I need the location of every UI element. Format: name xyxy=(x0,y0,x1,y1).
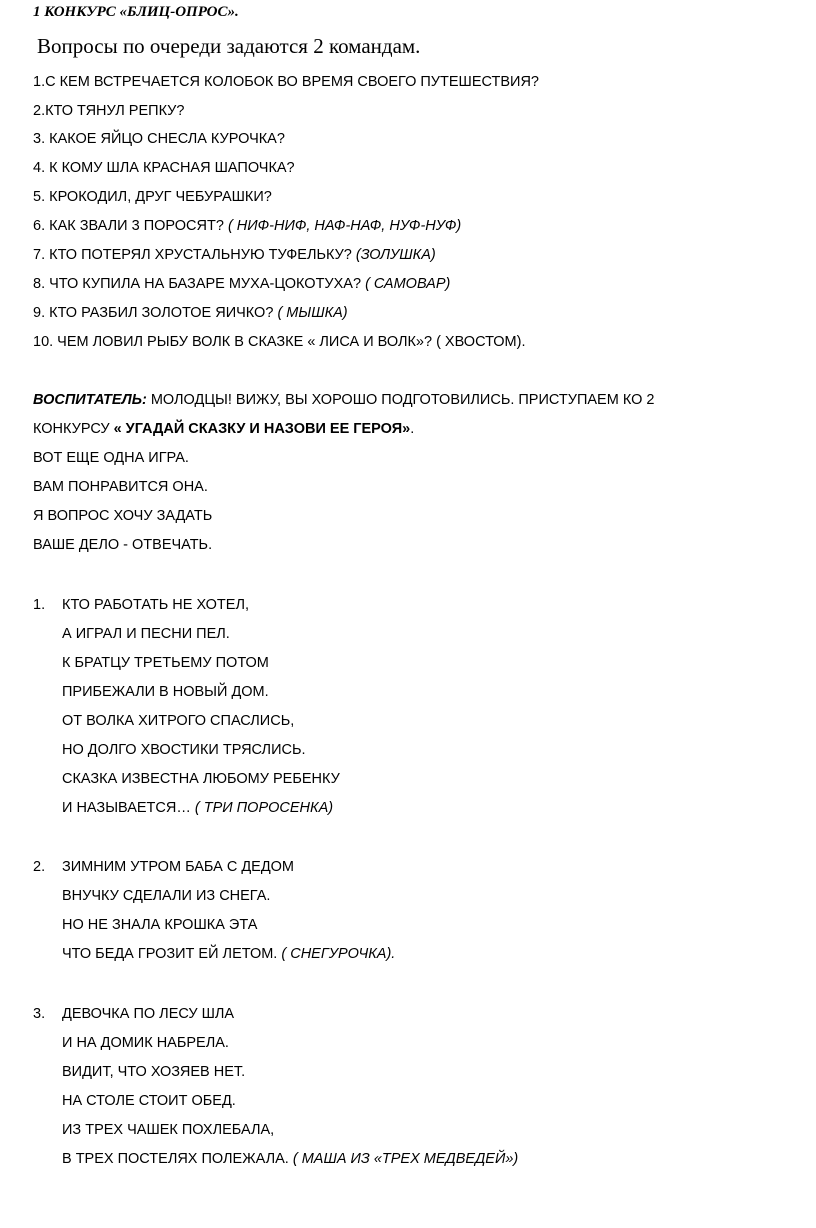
riddle-line: В ТРЕХ ПОСТЕЛЯХ ПОЛЕЖАЛА. ( МАША ИЗ «ТРЕХ МЕДВЕДЕЙ») xyxy=(62,1151,519,1167)
riddle-line: НО ДОЛГО ХВОСТИКИ ТРЯСЛИСЬ. xyxy=(62,742,306,758)
riddle-line: ИЗ ТРЕХ ЧАШЕК ПОХЛЕБАЛА, xyxy=(62,1122,275,1138)
riddle-line: А ИГРАЛ И ПЕСНИ ПЕЛ. xyxy=(62,626,230,642)
riddle-line: НО НЕ ЗНАЛА КРОШКА ЭТА xyxy=(62,917,258,933)
contest2-name: « УГАДАЙ СКАЗКУ И НАЗОВИ ЕЕ ГЕРОЯ» xyxy=(113,421,411,437)
riddle-line: СКАЗКА ИЗВЕСТНА ЛЮБОМУ РЕБЕНКУ xyxy=(62,771,340,787)
riddle-number: 2. xyxy=(33,859,46,875)
question-5: 5. КРОКОДИЛ, ДРУГ ЧЕБУРАШКИ? xyxy=(33,189,272,205)
teacher-label: ВОСПИТАТЕЛЬ: xyxy=(33,392,147,408)
riddle-line: ЧТО БЕДА ГРОЗИТ ЕЙ ЛЕТОМ. ( СНЕГУРОЧКА). xyxy=(62,946,396,962)
riddle-line: ВНУЧКУ СДЕЛАЛИ ИЗ СНЕГА. xyxy=(62,888,271,904)
riddle-line: И НАЗЫВАЕТСЯ… ( ТРИ ПОРОСЕНКА) xyxy=(62,800,334,816)
answer-8: ( САМОВАР) xyxy=(365,276,451,292)
poem-line: ВАМ ПОНРАВИТСЯ ОНА. xyxy=(33,479,208,495)
riddle-line: ЗИМНИМ УТРОМ БАБА С ДЕДОМ xyxy=(62,859,294,875)
teacher-line-2: КОНКУРСУ « УГАДАЙ СКАЗКУ И НАЗОВИ ЕЕ ГЕРОЯ». xyxy=(33,421,415,437)
riddle-answer: ( СНЕГУРОЧКА). xyxy=(281,946,396,962)
poem-line: ВАШЕ ДЕЛО - ОТВЕЧАТЬ. xyxy=(33,537,213,553)
riddle-answer: ( ТРИ ПОРОСЕНКА) xyxy=(194,800,334,816)
riddle-line: НА СТОЛЕ СТОИТ ОБЕД. xyxy=(62,1093,236,1109)
riddle-line: ВИДИТ, ЧТО ХОЗЯЕВ НЕТ. xyxy=(62,1064,246,1080)
riddle-number: 3. xyxy=(33,1006,46,1022)
question-4: 4. К КОМУ ШЛА КРАСНАЯ ШАПОЧКА? xyxy=(33,160,295,176)
question-9: 9. КТО РАЗБИЛ ЗОЛОТОЕ ЯИЧКО? ( МЫШКА) xyxy=(33,305,348,321)
question-8: 8. ЧТО КУПИЛА НА БАЗАРЕ МУХА-ЦОКОТУХА? ( САМОВАР) xyxy=(33,276,451,292)
riddle-line: ПРИБЕЖАЛИ В НОВЫЙ ДОМ. xyxy=(62,684,269,700)
riddle-answer: ( МАША ИЗ «ТРЕХ МЕДВЕДЕЙ») xyxy=(292,1151,519,1167)
question-3: 3. КАКОЕ ЯЙЦО СНЕСЛА КУРОЧКА? xyxy=(33,131,285,147)
riddle-line: И НА ДОМИК НАБРЕЛА. xyxy=(62,1035,229,1051)
question-7: 7. КТО ПОТЕРЯЛ ХРУСТАЛЬНУЮ ТУФЕЛЬКУ? (ЗОЛУШКА) xyxy=(33,247,436,263)
question-1: 1.С КЕМ ВСТРЕЧАЕТСЯ КОЛОБОК ВО ВРЕМЯ СВОЕГО ПУТЕШЕСТВИЯ? xyxy=(33,74,539,90)
riddle-line: ОТ ВОЛКА ХИТРОГО СПАСЛИСЬ, xyxy=(62,713,295,729)
teacher-line-1: ВОСПИТАТЕЛЬ: МОЛОДЦЫ! ВИЖУ, ВЫ ХОРОШО ПОДГОТОВИЛИСЬ. ПРИСТУПАЕМ КО 2 xyxy=(33,392,655,408)
answer-9: ( МЫШКА) xyxy=(277,305,348,321)
riddle-line: КТО РАБОТАТЬ НЕ ХОТЕЛ, xyxy=(62,597,249,613)
question-2: 2.КТО ТЯНУЛ РЕПКУ? xyxy=(33,103,185,119)
riddle-line: К БРАТЦУ ТРЕТЬЕМУ ПОТОМ xyxy=(62,655,269,671)
answer-6: ( НИФ-НИФ, НАФ-НАФ, НУФ-НУФ) xyxy=(227,218,462,234)
riddle-number: 1. xyxy=(33,597,46,613)
contest1-title: 1 КОНКУРС «БЛИЦ-ОПРОС». xyxy=(33,4,239,20)
answer-7: (ЗОЛУШКА) xyxy=(355,247,436,263)
question-6: 6. КАК ЗВАЛИ 3 ПОРОСЯТ? ( НИФ-НИФ, НАФ-НАФ, НУФ-НУФ) xyxy=(33,218,462,234)
poem-line: ВОТ ЕЩЕ ОДНА ИГРА. xyxy=(33,450,189,466)
riddle-line: ДЕВОЧКА ПО ЛЕСУ ШЛА xyxy=(62,1006,235,1022)
poem-line: Я ВОПРОС ХОЧУ ЗАДАТЬ xyxy=(33,508,213,524)
question-10: 10. ЧЕМ ЛОВИЛ РЫБУ ВОЛК В СКАЗКЕ « ЛИСА И ВОЛК»? ( ХВОСТОМ). xyxy=(33,334,526,350)
contest1-subtitle: Вопросы по очереди задаются 2 командам. xyxy=(37,34,421,58)
